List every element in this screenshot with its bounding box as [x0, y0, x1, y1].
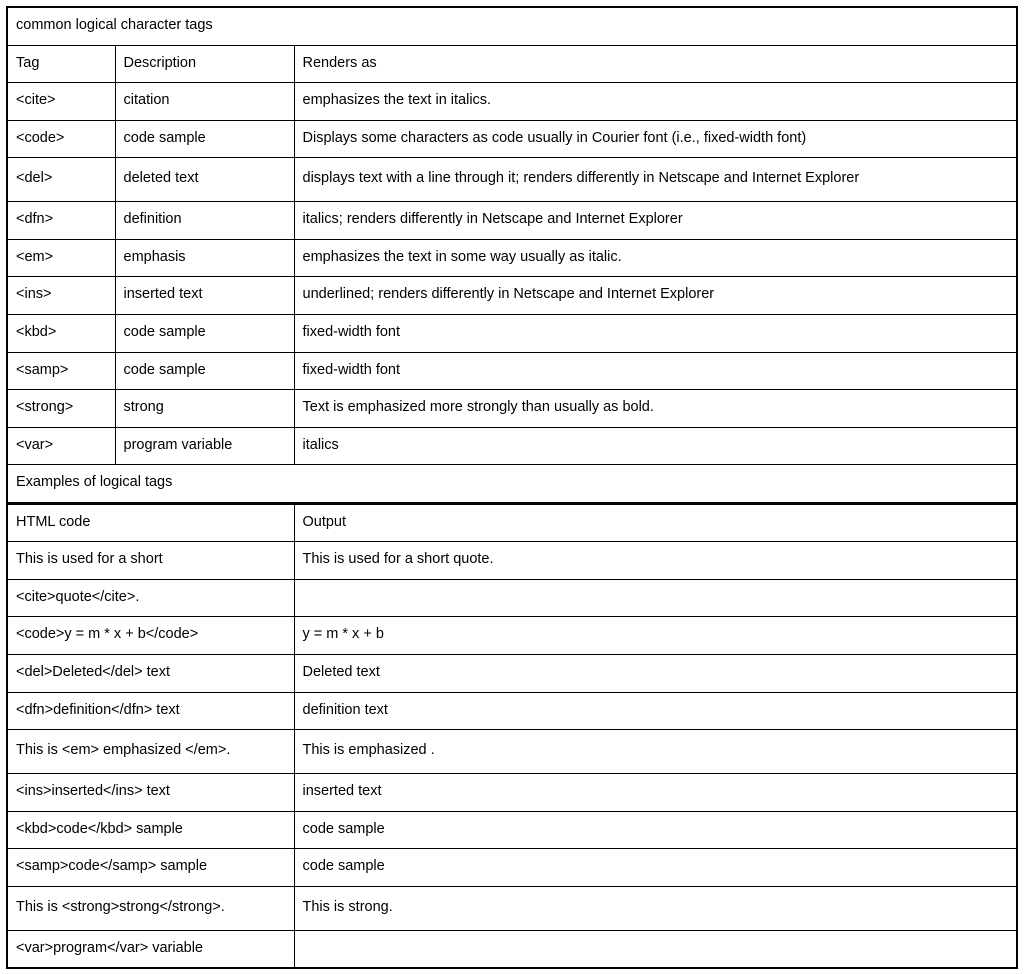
- table-row: [7, 427, 1017, 465]
- output-cell: This is strong.: [294, 886, 1017, 930]
- table-row: [7, 849, 1017, 887]
- renders-as-cell: italics: [294, 427, 1017, 465]
- column-header-html-code: HTML code: [7, 504, 294, 542]
- table-row: [7, 617, 1017, 655]
- tag-cell: <samp>: [7, 352, 115, 390]
- column-header-tag: Tag: [7, 45, 115, 83]
- table-row: [7, 930, 1017, 968]
- examples-table-title: Examples of logical tags: [7, 465, 1017, 503]
- renders-as-cell: emphasizes the text in italics.: [294, 83, 1017, 121]
- table-row: [7, 202, 1017, 240]
- tag-cell: <cite>: [7, 83, 115, 121]
- description-cell: code sample: [115, 120, 294, 158]
- table-row: [7, 120, 1017, 158]
- html-code-cell: <del>Deleted</del> text: [7, 655, 294, 693]
- tag-cell: <ins>: [7, 277, 115, 315]
- renders-as-cell: Text is emphasized more strongly than usually as bold.: [294, 390, 1017, 428]
- tag-cell: <strong>: [7, 390, 115, 428]
- html-code-cell: <ins>inserted</ins> text: [7, 774, 294, 812]
- html-code-cell: <var>program</var> variable: [7, 930, 294, 968]
- output-cell: code sample: [294, 849, 1017, 887]
- output-cell: y = m * x + b: [294, 617, 1017, 655]
- output-cell: This is emphasized .: [294, 730, 1017, 774]
- column-header-output: Output: [294, 504, 1017, 542]
- description-cell: emphasis: [115, 239, 294, 277]
- table-row: [7, 277, 1017, 315]
- renders-as-cell: fixed-width font: [294, 314, 1017, 352]
- output-cell: definition text: [294, 692, 1017, 730]
- tags-table-title: common logical character tags: [7, 7, 1017, 45]
- renders-as-cell: underlined; renders differently in Netscape and Internet Explorer: [294, 277, 1017, 315]
- renders-as-cell: displays text with a line through it; renders differently in Netscape and Internet Explorer: [294, 158, 1017, 202]
- table-row: [7, 314, 1017, 352]
- tag-cell: <del>: [7, 158, 115, 202]
- description-cell: citation: [115, 83, 294, 121]
- table-row: [7, 352, 1017, 390]
- table-row: [7, 730, 1017, 774]
- table-title-row: [7, 7, 1017, 45]
- output-cell: [294, 579, 1017, 617]
- html-code-cell: <samp>code</samp> sample: [7, 849, 294, 887]
- column-header-renders-as: Renders as: [294, 45, 1017, 83]
- table-row: [7, 579, 1017, 617]
- description-cell: program variable: [115, 427, 294, 465]
- examples-header-row: [7, 504, 1017, 542]
- table-row: [7, 886, 1017, 930]
- table-row: [7, 83, 1017, 121]
- table-row: [7, 774, 1017, 812]
- table-row: [7, 692, 1017, 730]
- tag-cell: <dfn>: [7, 202, 115, 240]
- table-row: [7, 158, 1017, 202]
- table-row: [7, 811, 1017, 849]
- html-code-cell: <code>y = m * x + b</code>: [7, 617, 294, 655]
- html-code-cell: This is <em> emphasized </em>.: [7, 730, 294, 774]
- output-cell: This is used for a short quote.: [294, 542, 1017, 580]
- renders-as-cell: emphasizes the text in some way usually as italic.: [294, 239, 1017, 277]
- tag-cell: <kbd>: [7, 314, 115, 352]
- html-code-cell: This is used for a short: [7, 542, 294, 580]
- output-cell: code sample: [294, 811, 1017, 849]
- tag-cell: <code>: [7, 120, 115, 158]
- output-cell: Deleted text: [294, 655, 1017, 693]
- html-code-cell: <cite>quote</cite>.: [7, 579, 294, 617]
- column-header-description: Description: [115, 45, 294, 83]
- tag-cell: <em>: [7, 239, 115, 277]
- description-cell: strong: [115, 390, 294, 428]
- table-row: [7, 390, 1017, 428]
- description-cell: definition: [115, 202, 294, 240]
- renders-as-cell: italics; renders differently in Netscape and Internet Explorer: [294, 202, 1017, 240]
- output-cell: inserted text: [294, 774, 1017, 812]
- table-row: [7, 239, 1017, 277]
- description-cell: code sample: [115, 352, 294, 390]
- html-code-cell: <kbd>code</kbd> sample: [7, 811, 294, 849]
- description-cell: code sample: [115, 314, 294, 352]
- renders-as-cell: Displays some characters as code usually in Courier font (i.e., fixed-width font): [294, 120, 1017, 158]
- tag-cell: <var>: [7, 427, 115, 465]
- html-code-cell: This is <strong>strong</strong>.: [7, 886, 294, 930]
- description-cell: deleted text: [115, 158, 294, 202]
- logical-tags-table: [6, 6, 1018, 504]
- table-row: [7, 655, 1017, 693]
- html-code-cell: <dfn>definition</dfn> text: [7, 692, 294, 730]
- table-row: [7, 542, 1017, 580]
- examples-table: [6, 504, 1018, 970]
- renders-as-cell: fixed-width font: [294, 352, 1017, 390]
- description-cell: inserted text: [115, 277, 294, 315]
- output-cell: [294, 930, 1017, 968]
- table-header-row: [7, 45, 1017, 83]
- examples-title-row: [7, 465, 1017, 503]
